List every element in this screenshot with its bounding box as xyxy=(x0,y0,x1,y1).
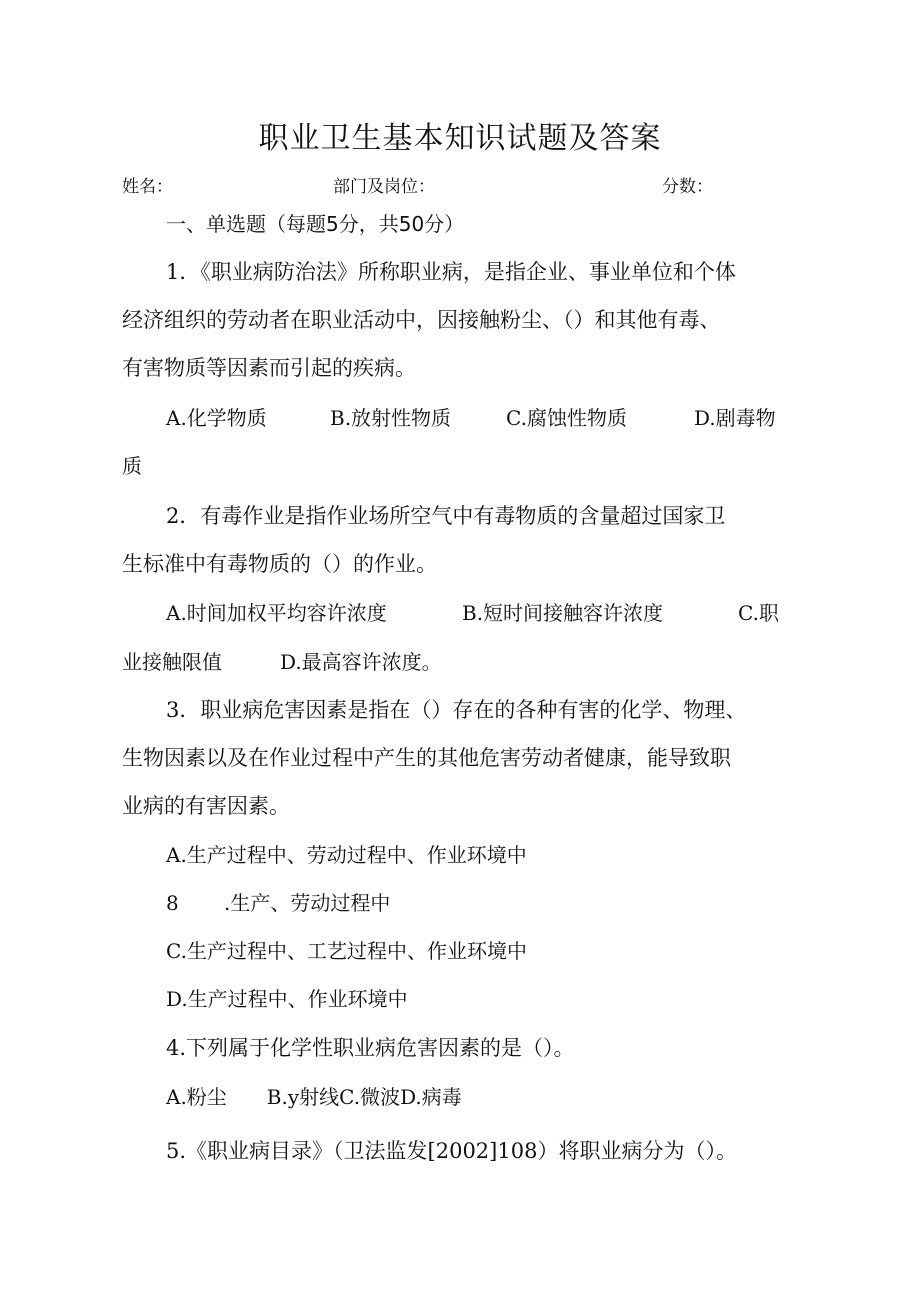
q1-line3: 有害物质等因素而引起的疾病。 xyxy=(122,356,416,380)
q1-option-d: D.剧毒物 xyxy=(694,406,776,430)
score-label: 分数： xyxy=(662,177,713,197)
q5-line1: 5.《职业病目录》（卫法监发[2002]108）将职业病分为（）。 xyxy=(166,1139,737,1163)
q4-options: A.粉尘 B.y射线C.微波D.病毒 xyxy=(166,1085,462,1109)
q1-line2: 经济组织的劳动者在职业活动中，因接触粉尘、（）和其他有毒、 xyxy=(122,308,721,332)
q1-option-a: A.化学物质 xyxy=(166,406,267,430)
q3-option-d: D.生产过程中、作业环境中 xyxy=(166,987,408,1011)
q3-option-b: .生产、劳动过程中 xyxy=(224,891,391,915)
name-label: 姓名： xyxy=(122,177,173,197)
q1-line1: 1．《职业病防治法》所称职业病，是指企业、事业单位和个体 xyxy=(166,260,736,284)
q2-option-d: D.最高容许浓度。 xyxy=(280,650,442,674)
page-title: 职业卫生基本知识试题及答案 xyxy=(258,121,662,156)
q1-option-c: C.腐蚀性物质 xyxy=(506,406,627,430)
q2-option-c: C.职 xyxy=(738,601,779,625)
q3-line1: 3．职业病危害因素是指在（）存在的各种有害的化学、物理、 xyxy=(166,698,747,722)
dept-label: 部门及岗位： xyxy=(333,177,435,197)
q2-line1: 2．有毒作业是指作业场所空气中有毒物质的含量超过国家卫 xyxy=(166,504,726,528)
q2-option-c-cont: 业接触限值 xyxy=(122,650,222,674)
q2-option-b: B.短时间接触容许浓度 xyxy=(462,601,664,625)
q3-option-b-number: 8 xyxy=(166,891,179,915)
q3-line2: 生物因素以及在作业过程中产生的其他危害劳动者健康，能导致职 xyxy=(122,746,731,770)
q3-option-a: A.生产过程中、劳动过程中、作业环境中 xyxy=(166,843,527,867)
q3-option-c: C.生产过程中、工艺过程中、作业环境中 xyxy=(166,939,527,963)
q2-option-a: A.时间加权平均容许浓度 xyxy=(166,601,387,625)
q4-line1: 4.下列属于化学性职业病危害因素的是（）。 xyxy=(166,1036,575,1060)
q3-line3: 业病的有害因素。 xyxy=(122,794,290,818)
q1-option-d-cont: 质 xyxy=(122,454,142,478)
q1-option-b: B.放射性物质 xyxy=(330,406,452,430)
q2-line2: 生标准中有毒物质的（）的作业。 xyxy=(122,552,437,576)
section-heading: 一、单选题（每题5分，共50分） xyxy=(166,212,465,236)
